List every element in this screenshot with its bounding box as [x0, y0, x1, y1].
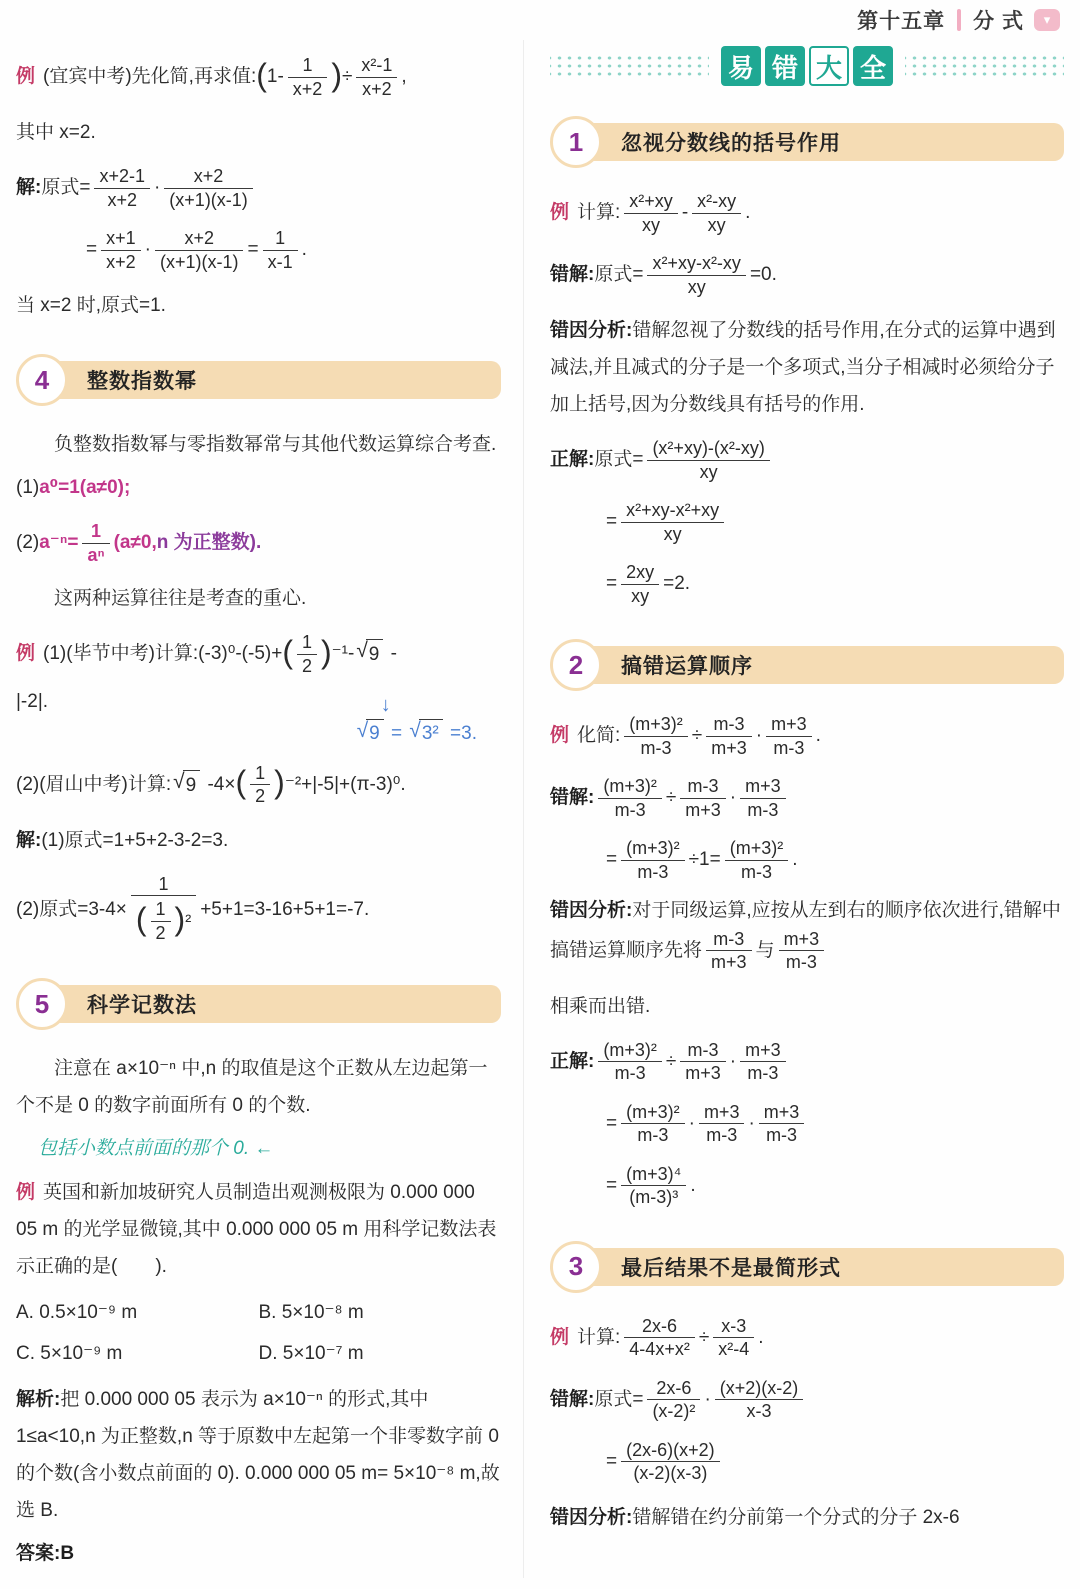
big-paren: )	[274, 764, 285, 801]
denominator: x+2	[356, 77, 397, 101]
section-title-bar	[45, 361, 501, 399]
paragraph: 其中 x=2.	[16, 122, 96, 143]
paragraph: = $\frac{\text{(m+3)²}}{m-3}$ ÷1= $\frac{\text{(m+3)²}}{m-3}$ .	[606, 838, 798, 882]
numerator: x²+xy	[629, 191, 673, 211]
text-run: 错解:	[550, 787, 595, 809]
section-title-bar	[45, 985, 501, 1023]
denominator: m+3	[706, 950, 752, 974]
text-run: 例	[16, 66, 36, 88]
fraction	[713, 1315, 754, 1361]
section-header	[550, 639, 1064, 691]
section-title: 搞错运算顺序	[621, 655, 753, 679]
dotted-decoration	[550, 54, 709, 78]
section-title: 整数指数幂	[87, 370, 197, 394]
big-paren: )	[174, 900, 186, 937]
numerator: x²-xy	[697, 191, 737, 211]
denominator: ( $\frac{1}{2}$ ) ²	[131, 895, 196, 946]
text-run: 正解:	[550, 449, 595, 471]
subject-title: 分 式	[973, 10, 1024, 33]
fraction	[759, 1101, 805, 1147]
numerator: x+2	[193, 166, 224, 187]
denominator: x²-4	[713, 1337, 754, 1361]
fraction	[621, 1439, 720, 1485]
denominator: m-3	[725, 860, 789, 884]
fraction	[82, 520, 109, 566]
text-run: 例	[16, 643, 36, 665]
square-root	[173, 770, 200, 801]
paragraph: 例 英国和新加坡研究人员制造出观测极限为 0.000 000 05 m 的光学显微镜,其中 0.000 000 05 m 用科学记数法表示正确的是( ).	[16, 1181, 497, 1277]
section-header	[550, 116, 1064, 168]
denominator: m-3	[740, 1061, 786, 1085]
radical-sign: √	[173, 769, 185, 793]
denominator: (x-2)(x-3)	[621, 1461, 720, 1485]
fraction	[680, 775, 726, 821]
denominator: x+2	[101, 250, 141, 274]
margin-annotation	[355, 691, 501, 748]
numerator: x-3	[721, 1315, 747, 1336]
paragraph: 错解:原式= $\frac{\text{x²+xy-x²-xy}}{xy}$ =0.	[550, 253, 777, 297]
fraction	[621, 561, 659, 607]
paragraph: = $\frac{(2x-6)(x+2)}{(x-2)(x-3)}$	[606, 1437, 1064, 1487]
numerator: (m+3)²	[603, 776, 657, 797]
square-root	[356, 639, 383, 670]
banner-characters	[719, 46, 895, 86]
paragraph: 例 计算: $\frac{2x-6}{\text{4-4x+x²}}$ ÷ $\frac{x-3}{\text{x²-4}}$ .	[550, 1315, 764, 1360]
annotation-line	[355, 691, 477, 719]
fraction	[621, 1163, 686, 1209]
error-collection-banner	[550, 46, 1064, 86]
section-header	[16, 978, 501, 1030]
fraction	[699, 1101, 745, 1147]
text-run: 例	[550, 202, 570, 224]
section-header	[550, 1241, 1064, 1293]
paragraph: 例 计算: $\frac{\text{x²+xy}}{xy}$ - $\frac{\text{x²-xy}}{xy}$ .	[550, 191, 751, 235]
fraction	[598, 775, 662, 821]
fraction	[621, 499, 724, 545]
denominator: x+2	[288, 77, 328, 101]
fraction	[94, 165, 150, 211]
text-run: 错因分析:	[550, 900, 633, 922]
numerator: m-3	[713, 714, 745, 735]
fraction	[155, 227, 244, 273]
text-run: 例	[550, 725, 570, 747]
fraction	[101, 227, 141, 273]
numerator: x²-1	[361, 55, 393, 75]
numerator: x²+xy-x²-xy	[652, 253, 741, 273]
big-paren: )	[331, 56, 342, 93]
fraction	[692, 190, 741, 236]
numerator: m+3	[745, 776, 781, 797]
numerator: 2x-6	[656, 1377, 692, 1398]
paragraph: 例 (宜宾中考)先化简,再求值:(1- $\frac{1}{x+2}$ )÷ $\frac{\text{x²-1}}{x+2}$ ,	[16, 55, 407, 99]
numerator: m-3	[713, 928, 745, 949]
fraction	[725, 837, 789, 883]
denominator: x-3	[715, 1399, 804, 1423]
denominator: 2	[151, 921, 171, 945]
banner-char: 大	[809, 46, 849, 86]
denominator: m-3	[621, 860, 685, 884]
text-run: a⁰=1(a≠0);	[39, 477, 131, 499]
denominator: xy	[621, 522, 724, 546]
numerator: (m+3)²	[729, 838, 784, 859]
paragraph	[16, 1535, 501, 1572]
text-run: 例	[16, 1181, 36, 1203]
denominator: x-1	[263, 250, 298, 274]
fraction	[766, 713, 812, 759]
numerator: 1	[275, 228, 286, 249]
denominator: m-3	[779, 950, 825, 974]
fraction	[624, 190, 678, 236]
section-header	[16, 354, 501, 406]
paragraph: 负整数指数幂与零指数幂常与其他代数运算综合考查.	[54, 434, 497, 456]
numerator: (m+3)²	[626, 838, 680, 859]
denominator: 2	[250, 784, 270, 808]
numerator: (m+3)²	[629, 714, 683, 735]
big-paren: (	[235, 764, 247, 801]
denominator: m-3	[598, 798, 662, 822]
numerator: x²+xy-x²+xy	[626, 500, 720, 521]
dotted-decoration	[905, 54, 1064, 78]
denominator: m-3	[699, 1123, 745, 1147]
denominator: (x-2)²	[647, 1399, 700, 1423]
fraction	[621, 837, 685, 883]
annotation-line	[355, 719, 477, 748]
text-run: 答案:B	[16, 1542, 75, 1564]
denominator: (x+1)(x-1)	[155, 250, 244, 274]
paragraph: 注意在 a×10⁻ⁿ 中,n 的取值是这个正数从左边起第一个不是 0 的数字前面所有 0 的个数.	[16, 1058, 488, 1117]
fraction	[624, 1315, 695, 1361]
paragraph: 包括小数点前面的那个 0. ←	[38, 1138, 274, 1160]
fraction	[624, 713, 688, 759]
left-column	[16, 40, 524, 1578]
fraction	[288, 54, 328, 100]
paragraph: (2)(眉山中考)计算: √ 9 -4×( $\frac{1}{2}$ )⁻²+|-5|+(π-3)⁰.	[16, 762, 406, 807]
numerator: m+3	[763, 1101, 800, 1122]
numerator: (2x-6)(x+2)	[626, 1439, 715, 1460]
chevron-down-icon[interactable]: ▾	[1034, 9, 1060, 31]
denominator: m-3	[598, 1061, 662, 1085]
fraction	[740, 775, 786, 821]
fraction	[647, 1377, 700, 1423]
denominator: xy	[647, 275, 746, 299]
square-root	[357, 719, 384, 748]
chapter-number: 第十五章	[857, 10, 946, 33]
numerator: 1	[302, 55, 313, 75]
fraction	[680, 1039, 726, 1085]
numerator: m+3	[745, 1039, 781, 1060]
section-title-bar	[579, 123, 1064, 161]
radical-sign: √	[356, 719, 369, 743]
text-run: 解:	[16, 829, 42, 851]
denominator: 2	[297, 654, 317, 678]
paragraph: = $\frac{x+1}{x+2}$ · $\frac{x+2}{(x+1)(x-1)}$ = $\frac{1}{x-1}$ .	[86, 228, 307, 272]
section-number: 2	[550, 639, 602, 691]
text-run: n 为正整数	[156, 532, 250, 554]
paragraph: = $\frac{\text{(m+3)²}}{m-3}$ · $\frac{m+3}{m-3}$ · $\frac{m+3}{m-3}$	[606, 1099, 1064, 1149]
denominator: m+3	[680, 1061, 726, 1085]
text-run: 例	[550, 1326, 570, 1348]
denominator: xy	[621, 584, 659, 608]
text-run: 正解:	[550, 1050, 595, 1072]
denominator: (x+1)(x-1)	[164, 188, 253, 212]
fraction	[250, 762, 270, 808]
fraction	[598, 1039, 662, 1085]
numerator: 1	[301, 632, 312, 653]
numerator: (m+3)²	[626, 1101, 680, 1122]
numerator: x+2-1	[99, 166, 145, 187]
paragraph: 解:(1)原式=1+5+2-3-2=3.	[16, 829, 229, 851]
denominator: m-3	[759, 1123, 805, 1147]
numerator: 1	[155, 899, 166, 920]
paragraph: 错因分析:错解错在约分前第一个分式的分子 2x-6	[550, 1506, 960, 1528]
numerator: 1	[91, 521, 102, 542]
option-item: D. 5×10⁻⁷ m	[258, 1342, 364, 1364]
radical-sign: √	[409, 719, 421, 743]
divider-bar	[957, 9, 961, 31]
row-left-text: |-2|.	[16, 691, 49, 713]
fraction	[297, 631, 317, 677]
paragraph: 这两种运算往往是考查的重心.	[54, 588, 307, 610]
radicand: 3²	[419, 719, 443, 748]
numerator: x+1	[106, 228, 136, 249]
numerator: x+2	[184, 228, 214, 249]
numerator: m+3	[783, 928, 820, 949]
numerator: m-3	[687, 1039, 719, 1060]
paragraph: = $\frac{2xy}{xy}$ =2.	[606, 562, 691, 606]
numerator: 2xy	[626, 562, 655, 583]
banner-char: 易	[721, 46, 761, 86]
paragraph: 错解:原式= $\frac{2x-6}{\text{(x-2)²}}$ · $\frac{(x+2)(x-2)}{x-3}$	[550, 1375, 1064, 1425]
paragraph: 例 化简: $\frac{\text{(m+3)²}}{m-3}$ ÷ $\frac{m-3}{m+3}$ · $\frac{m+3}{m-3}$ .	[550, 714, 821, 758]
text-run: 解析:	[16, 1388, 61, 1410]
text-run: ).	[249, 532, 262, 554]
paragraph: 正解: $\frac{\text{(m+3)²}}{m-3}$ ÷ $\frac{m-3}{m+3}$ · $\frac{m+3}{m-3}$	[550, 1037, 1064, 1087]
big-paren: )	[320, 633, 332, 670]
numerator: (m+3)⁴	[626, 1163, 682, 1184]
denominator: 4-4x+x²	[624, 1337, 695, 1361]
denominator: m+3	[706, 736, 752, 760]
section-title-bar	[579, 646, 1064, 684]
denominator: m-3	[740, 798, 786, 822]
split-row	[16, 691, 501, 748]
right-column	[524, 40, 1064, 1542]
fraction	[621, 1101, 685, 1147]
fraction	[779, 928, 825, 974]
numerator: 2x-6	[642, 1315, 678, 1336]
option-item: C. 5×10⁻⁹ m	[16, 1342, 123, 1364]
radical-sign: √	[356, 638, 368, 662]
denominator: (m-3)³	[621, 1185, 686, 1209]
fraction	[647, 252, 746, 298]
fraction	[740, 1039, 786, 1085]
fraction	[356, 54, 397, 100]
answer-options	[16, 1301, 501, 1365]
banner-char: 错	[765, 46, 805, 86]
radicand: 9	[366, 639, 384, 670]
big-paren: (	[135, 900, 147, 937]
text-run: 错解:	[550, 1388, 595, 1410]
text-run: 错因分析:	[550, 320, 633, 341]
paragraph: 错因分析:错解忽视了分数线的括号作用,在分式的运算中遇到减法,并且减式的分子是一个多项式,当分子相减时必须给分子加上括号,因为分数线具有括号的作用.	[550, 320, 1056, 416]
numerator: (x²+xy)-(x²-xy)	[652, 438, 765, 459]
text-run: ↓	[380, 694, 391, 717]
fraction	[131, 873, 196, 947]
section-number: 1	[550, 116, 602, 168]
section-title: 忽视分数线的括号作用	[621, 132, 841, 155]
paragraph: 解析:把 0.000 000 05 表示为 a×10⁻ⁿ 的形式,其中1≤a<10,n 为正整数,n 等于原数中左起第一个非零数字前 0 的个数(含小数点前面的 0). 0.000 000 05 m= 5×10⁻⁸ m,故选 B.	[16, 1388, 500, 1521]
denominator: aⁿ	[82, 543, 109, 567]
radicand: 9	[366, 719, 384, 748]
square-root	[409, 719, 442, 748]
chapter-header	[16, 0, 1064, 40]
option-item: B. 5×10⁻⁸ m	[258, 1301, 364, 1323]
numerator: 1	[255, 762, 266, 783]
paragraph: (2)a⁻ⁿ= $\frac{1}{\text{aⁿ}}$ (a≠0,n 为正整数).	[16, 521, 262, 565]
denominator: m-3	[621, 1123, 685, 1147]
paragraph: 错解: $\frac{\text{(m+3)²}}{m-3}$ ÷ $\frac{m-3}{m+3}$ · $\frac{m+3}{m-3}$	[550, 773, 1064, 823]
fraction	[706, 928, 752, 974]
text-run: 解:	[16, 177, 42, 199]
text-run: 错解:	[550, 264, 595, 286]
numerator: m+3	[703, 1101, 740, 1122]
numerator: m+3	[771, 714, 807, 735]
fraction	[647, 437, 769, 483]
paragraph: 当 x=2 时,原式=1.	[16, 295, 166, 317]
paragraph: 解:原式= $\frac{x+2-1}{x+2}$ · $\frac{x+2}{(x+1)(x-1)}$	[16, 163, 501, 213]
fraction	[706, 713, 752, 759]
option-item: A. 0.5×10⁻⁹ m	[16, 1301, 138, 1323]
denominator: m+3	[680, 798, 726, 822]
numerator: m-3	[687, 776, 719, 797]
denominator: x+2	[94, 188, 150, 212]
paragraph: (1)a⁰=1(a≠0);	[16, 477, 131, 499]
numerator: 1	[158, 873, 169, 894]
numerator: (x+2)(x-2)	[719, 1377, 799, 1398]
section-number: 5	[16, 978, 68, 1030]
fraction	[715, 1377, 804, 1423]
section-number: 4	[16, 354, 68, 406]
paragraph: = $\frac{\text{(m+3)⁴}}{\text{(m-3)³}}$ .	[606, 1163, 696, 1208]
paragraph: 例 (1)(毕节中考)计算:(-3)⁰-(-5)+( $\frac{1}{2}$ )⁻¹- √ 9 -	[16, 632, 397, 676]
fraction	[151, 898, 171, 944]
paragraph: 正解:原式= $\frac{\text{(x²+xy)-(x²-xy)}}{xy}$	[550, 435, 1064, 485]
text-run: 错因分析:	[550, 1506, 633, 1528]
text-run: √ 9 = √ 3² =3.	[355, 723, 477, 744]
denominator: m-3	[624, 736, 688, 760]
fraction	[263, 227, 298, 273]
paragraph: 错因分析:对于同级运算,应按从左到右的顺序依次进行,错解中搞错运算顺序先将 $\frac{m-3}{m+3}$ 与 $\frac{m+3}{m-3}$	[550, 900, 1061, 973]
section-title-bar	[579, 1248, 1064, 1286]
denominator: xy	[692, 213, 741, 237]
paragraph: = $\frac{\text{x²+xy-x²+xy}}{xy}$	[606, 497, 1064, 547]
section-number: 3	[550, 1241, 602, 1293]
radicand: 9	[183, 770, 201, 801]
fraction	[164, 165, 253, 211]
two-column-layout	[16, 40, 1064, 1578]
big-paren: (	[256, 56, 267, 93]
big-paren: (	[282, 633, 293, 670]
paragraph: 相乘而出错.	[550, 995, 651, 1017]
denominator: xy	[647, 460, 769, 484]
numerator: (m+3)²	[603, 1039, 657, 1060]
text-run: a⁻ⁿ= $\frac{1}{\text{aⁿ}}$ (a≠0,	[39, 521, 157, 565]
denominator: m-3	[766, 736, 812, 760]
denominator: xy	[624, 213, 678, 237]
paragraph: (2)原式=3-4× 1 ( $\frac{1}{2}$ ) ² +5+1=3-16+5+1=-7.	[16, 871, 501, 949]
section-title: 最后结果不是最简形式	[621, 1256, 841, 1280]
section-title: 科学记数法	[87, 994, 197, 1018]
banner-char: 全	[853, 46, 893, 86]
